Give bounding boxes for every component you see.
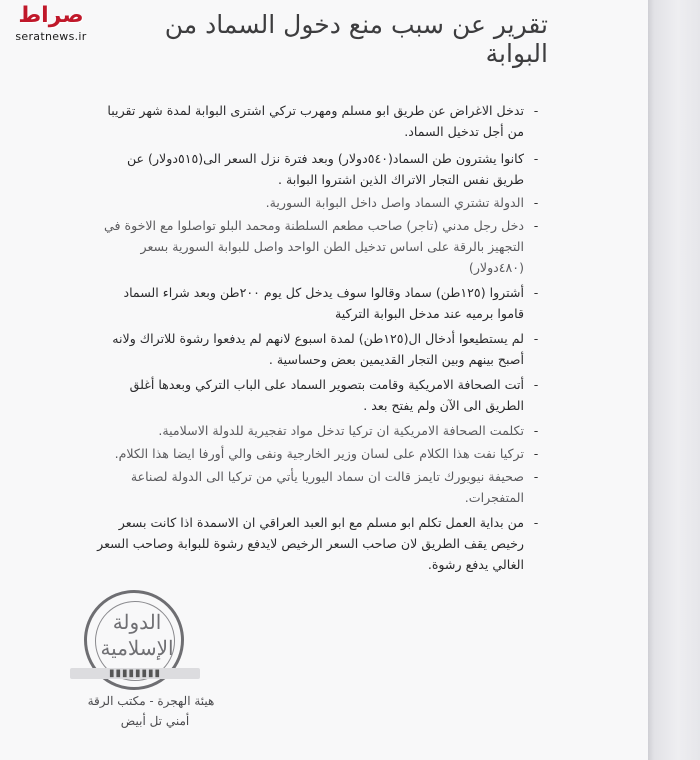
stamp-text: الدولة الإسلامية	[100, 610, 174, 660]
page-edge-shadow	[648, 0, 700, 760]
report-items	[96, 100, 539, 575]
stamp-band: ▮▮▮▮▮▮▮▮	[70, 668, 200, 679]
bullet-dash: -	[533, 218, 539, 233]
item-text: من بداية العمل تكلم ابو مسلم مع ابو العبد العراقي ان الاسمدة اذا كانت بسعر رخيص يقف الطريق لان صاحب السعر الرخيص لايدفع رشوة للبوابة وصاحب السعر الغالي يدفع رشوة.	[97, 515, 524, 572]
watermark-logo: صراط	[18, 3, 84, 28]
signature-office: هيئة الهجرة - مكتب الرقة	[87, 694, 215, 708]
bullet-dash: -	[533, 423, 539, 438]
list-item	[96, 282, 539, 324]
item-text: لم يستطيعوا أدخال ال(١٢٥طن) لمدة اسبوع لانهم لم يدفعوا رشوة للاتراك ولانه أصبح بينهم وبين التجار القديمين بعض وحساسية .	[112, 331, 524, 367]
item-text: الدولة تشتري السماد واصل داخل البوابة السورية.	[265, 195, 524, 210]
item-text: تدخل الاغراض عن طريق ابو مسلم ومهرب تركي اشترى البوابة لمدة شهر تقريبا من أجل تدخيل السماد.	[107, 103, 524, 139]
item-text: أشتروا (١٢٥طن) سماد وقالوا سوف يدخل كل يوم ٢٠٠طن وبعد شراء السماد قاموا برميه عند مدخل البوابة التركية	[123, 285, 524, 321]
item-text: دخل رجل مدني (تاجر) صاحب مطعم السلطنة ومحمد البلو تواصلوا مع الاخوة في التجهيز بالرقة على اساس تدخيل الطن الواحد واصل للبوابة السورية بسعر (٤٨٠دولار)	[103, 218, 524, 275]
bullet-dash: -	[533, 469, 539, 484]
bullet-dash: -	[533, 446, 539, 461]
list-item	[96, 466, 539, 508]
bullet-dash: -	[533, 377, 539, 392]
bullet-dash: -	[533, 151, 539, 166]
watermark-url: seratnews.ir	[15, 30, 87, 43]
item-text: تكلمت الصحافة الامريكية ان تركيا تدخل مواد تفجيرية للدولة الاسلامية.	[158, 423, 524, 438]
page-title: تقرير عن سبب منع دخول السماد من البوابة	[164, 10, 548, 68]
item-text: أتت الصحافة الامريكية وقامت بتصوير السماد على الباب التركي وبعدها أغلق الطريق الى الآن ولم يفتح بعد .	[129, 377, 524, 413]
list-item	[96, 215, 539, 278]
list-item	[96, 374, 539, 416]
list-item	[96, 148, 539, 190]
list-item	[96, 100, 539, 142]
item-text: تركيا نفت هذا الكلام على لسان وزير الخارجية ونفى والي أورفا ايضا هذا الكلام.	[114, 446, 524, 461]
item-text: كانوا يشترون طن السماد(٥٤٠دولار) وبعد فترة نزل السعر الى(٥١٥دولار) عن طريق نفس التجار الاتراك الذين اشتروا البوابة .	[126, 151, 524, 187]
watermark	[6, 4, 96, 43]
bullet-dash: -	[533, 331, 539, 346]
bullet-dash: -	[533, 103, 539, 118]
list-item	[96, 443, 539, 464]
list-item	[96, 420, 539, 441]
signature-security: أمني تل أبيض	[120, 714, 190, 728]
bullet-dash: -	[533, 195, 539, 210]
list-item	[96, 192, 539, 213]
list-item	[96, 512, 539, 575]
item-text: صحيفة نيويورك تايمز قالت ان سماد اليوريا يأتي من تركيا الى الدولة لصناعة المتفجرات.	[130, 469, 524, 505]
bullet-dash: -	[533, 285, 539, 300]
list-item	[96, 328, 539, 370]
bullet-dash: -	[533, 515, 539, 530]
